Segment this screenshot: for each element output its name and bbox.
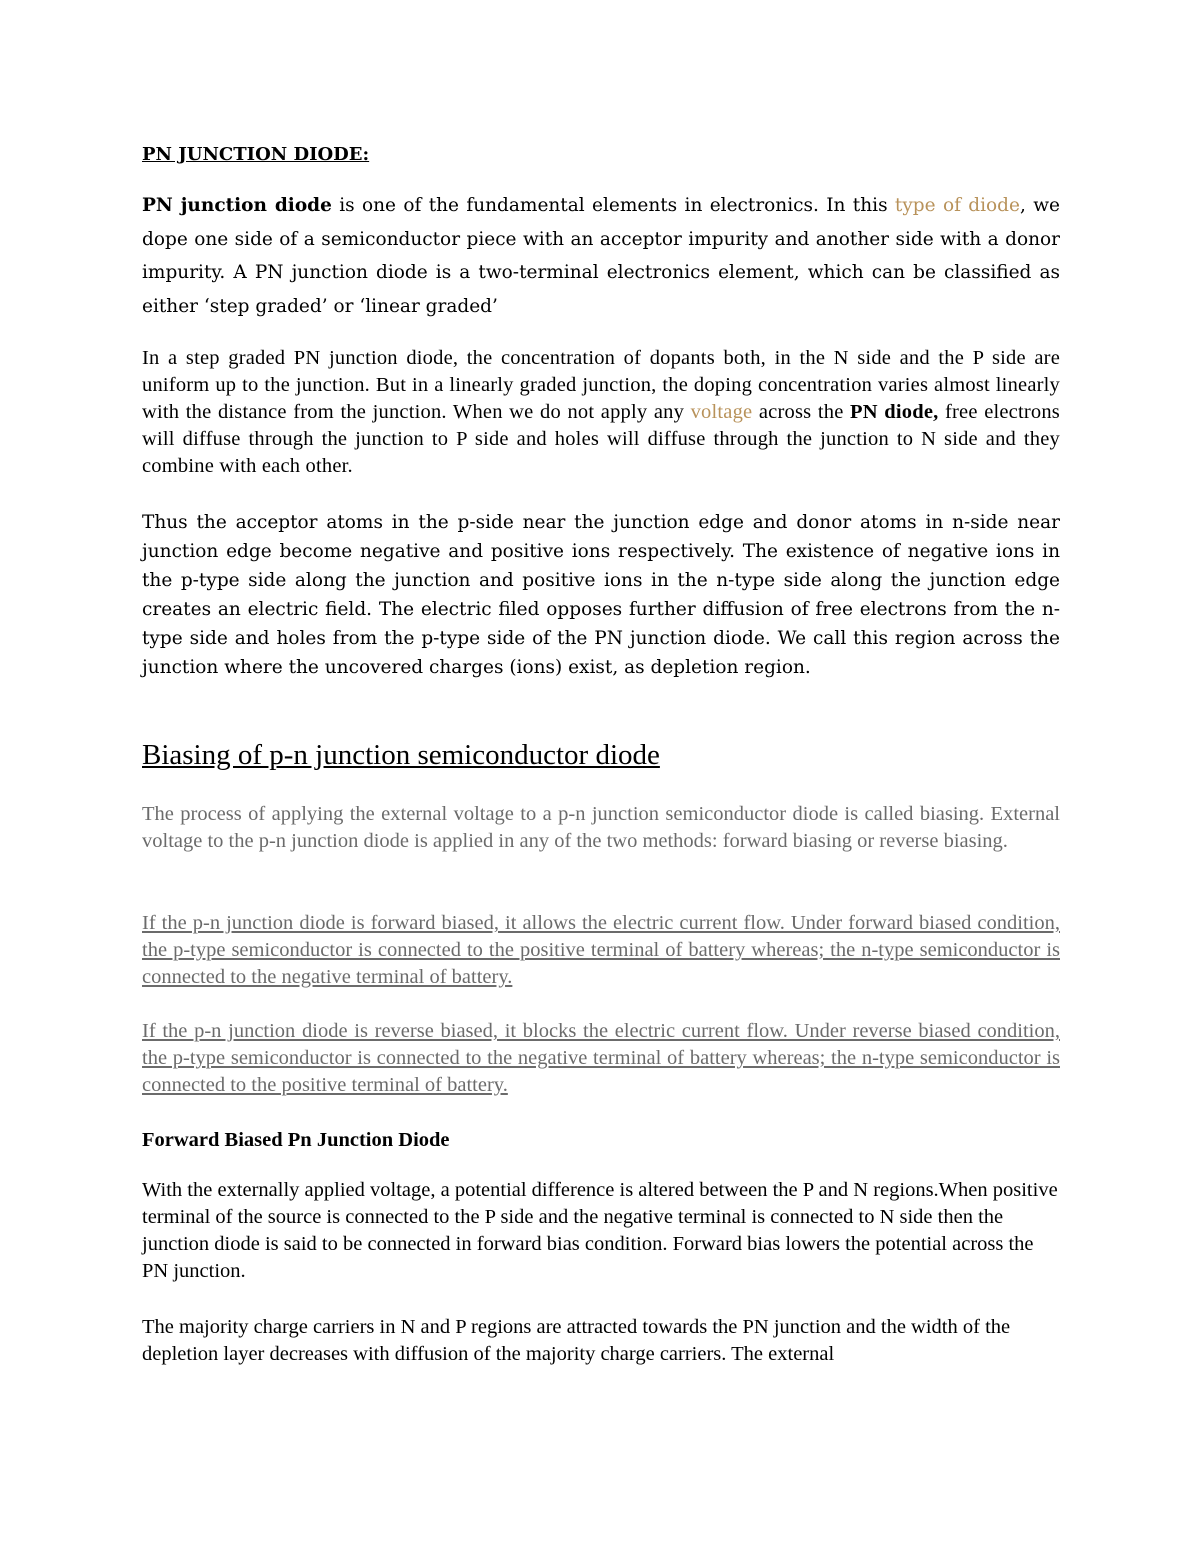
paragraph-text: , we dope one side of a semiconductor piece with an acceptor impurity and another side with a donor impurity. A PN junction diode is a two-terminal electronics element, which can be classified as either ‘step graded’ or ‘linear graded’	[142, 195, 1061, 317]
paragraph-text: In a step graded PN junction diode, the concentration of dopants both, in the N side and the P side are uniform up to the junction. But in a linearly graded junction, the doping concentration varies almost linearly with the distance from the junction. When we do not apply any	[142, 347, 1060, 423]
bold-term: PN junction diode	[142, 195, 332, 216]
reverse-bias-summary-paragraph: If the p-n junction diode is reverse biased, it blocks the electric current flow. Under reverse biased condition, the p-type semiconductor is connected to the negative terminal of battery whereas; the n-type semiconductor is connected to the positive terminal of battery.	[142, 1020, 1060, 1096]
voltage-link[interactable]: voltage	[690, 401, 753, 423]
paragraph-text: free electrons will diffuse through the junction to P side and holes will diffuse through the junction to N side and they combine with each other.	[142, 401, 1060, 477]
paragraph-text: is one of the fundamental elements in electronics. In this	[331, 195, 895, 216]
document-title: PN JUNCTION DIODE:	[142, 144, 370, 165]
biasing-intro-paragraph: The process of applying the external voltage to a p-n junction semiconductor diode is called biasing. External voltage to the p-n junction diode is applied in any of the two methods: forward biasing or reverse biasing.	[142, 803, 1060, 852]
forward-bias-paragraph: With the externally applied voltage, a potential difference is altered between the P and N regions.When positive terminal of the source is connected to the P side and the negative terminal is connected to N side then the junction diode is said to be connected in forward bias condition. Forward bias lowers the potential across the PN junction.	[142, 1179, 1058, 1282]
step-graded-paragraph	[142, 345, 1060, 480]
forward-bias-summary-paragraph: If the p-n junction diode is forward biased, it allows the electric current flow. Under forward biased condition, the p-type semiconductor is connected to the positive terminal of battery whereas; the n-type semiconductor is connected to the negative terminal of battery.	[142, 912, 1060, 988]
bold-term: PN diode,	[850, 401, 939, 423]
type-of-diode-link[interactable]: type of diode	[894, 195, 1020, 216]
intro-paragraph	[142, 189, 1060, 323]
majority-carriers-paragraph: The majority charge carriers in N and P regions are attracted towards the PN junction and the width of the depletion layer decreases with diffusion of the majority charge carriers. The external	[142, 1316, 1011, 1365]
paragraph-text: across the	[752, 401, 851, 423]
forward-biased-heading: Forward Biased Pn Junction Diode	[142, 1129, 450, 1151]
depletion-region-paragraph: Thus the acceptor atoms in the p-side near the junction edge and donor atoms in n-side near junction edge become negative and positive ions respectively. The existence of negative ions in the p-type side along the junction and positive ions in the n-type side along the junction edge creates an electric field. The electric filed opposes further diffusion of free electrons from the n-type side and holes from the p-type side of the PN junction diode. We call this region across the junction where the uncovered charges (ions) exist, as depletion region.	[142, 512, 1060, 678]
biasing-heading: Biasing of p-n junction semiconductor diode	[142, 739, 660, 771]
